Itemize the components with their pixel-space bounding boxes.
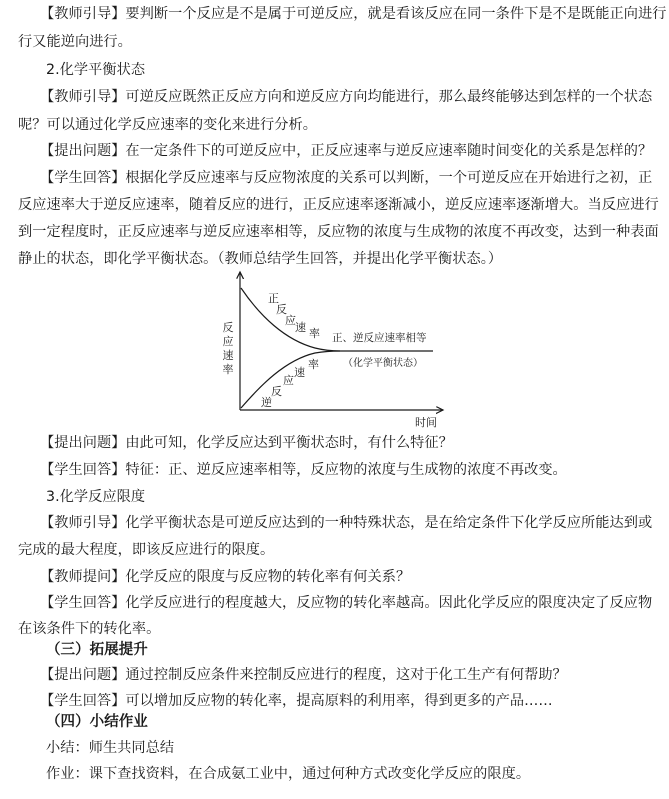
y-axis-label-char: 率 [222, 363, 234, 376]
reaction-rate-graph [215, 268, 450, 430]
reverse-label-char: 反 [271, 385, 282, 398]
paragraph-line: 【学生回答】特征：正、逆反应速率相等，反应物的浓度与生成物的浓度不再改变。 [40, 462, 567, 478]
paragraph-line: 呢？可以通过化学反应速率的变化来进行分析。 [18, 117, 317, 133]
paragraph-line: 到一定程度时，正反应速率与逆反应速率相等，反应物的浓度与生成物的浓度不再改变，达到一种表面 [18, 224, 659, 240]
x-axis-label: 时间 [415, 416, 437, 429]
paragraph-line: 【教师引导】化学平衡状态是可逆反应达到的一种特殊状态，是在给定条件下化学反应所能达到或 [40, 515, 653, 531]
forward-label-char: 率 [309, 327, 320, 340]
paragraph-line: 【学生回答】可以增加反应物的转化率，提高原料的利用率，得到更多的产品…… [40, 693, 553, 709]
section-heading: （四）小结作业 [46, 714, 148, 730]
reverse-label-char: 率 [308, 358, 319, 371]
paragraph-line: 反应速率大于逆反应速率，随着反应的进行，正反应速率逐渐减小，逆反应速率逐渐增大。当反应进行 [18, 197, 659, 213]
paragraph-line: 【提出问题】通过控制反应条件来控制反应进行的程度，这对于化工生产有何帮助？ [40, 667, 567, 683]
paragraph-line: 在该条件下的转化率。 [18, 621, 161, 637]
forward-label-char: 速 [295, 321, 306, 334]
paragraph-line: 静止的状态，即化学平衡状态。（教师总结学生回答，并提出化学平衡状态。） [18, 251, 503, 267]
equal-rate-label: 正、逆反应速率相等 [332, 332, 427, 344]
forward-label-char: 反 [276, 303, 287, 316]
y-axis-label-char: 反 [222, 321, 234, 334]
paragraph-line: 【教师引导】可逆反应既然正反应方向和逆反应方向均能进行，那么最终能够达到怎样的一个状态 [40, 89, 653, 105]
paragraph-line: 【教师引导】要判断一个反应是不是属于可逆反应，就是看该反应在同一条件下是不是既能正向进行 [40, 6, 667, 22]
equilibrium-state-label: （化学平衡状态） [343, 358, 423, 369]
reverse-label-char: 应 [283, 374, 294, 387]
forward-label-char: 应 [285, 314, 296, 327]
paragraph-line: 【提出问题】由此可知，化学反应达到平衡状态时，有什么特征？ [40, 435, 453, 451]
paragraph-line: 【学生回答】根据化学反应速率与反应物浓度的关系可以判断，一个可逆反应在开始进行之初，正 [40, 170, 653, 186]
paragraph-line: 【学生回答】化学反应进行的程度越大，反应物的转化率越高。因此化学反应的限度决定了反应物 [40, 595, 653, 611]
section-heading: 3.化学反应限度 [46, 489, 146, 505]
summary-line: 小结：师生共同总结 [46, 740, 175, 756]
y-axis-label-char: 速 [222, 349, 234, 362]
y-axis-label-char: 应 [222, 335, 234, 348]
section-heading: 2.化学平衡状态 [46, 62, 146, 78]
reverse-label-char: 速 [294, 366, 305, 379]
paragraph-line: 行又能逆向进行。 [18, 34, 132, 50]
reaction-rate-svg [215, 268, 450, 430]
paragraph-line: 【提出问题】在一定条件下的可逆反应中，正反应速率与逆反应速率随时间变化的关系是怎样的？ [40, 143, 653, 159]
forward-label-char: 正 [268, 292, 279, 305]
paragraph-line: 【教师提问】化学反应的限度与反应物的转化率有何关系？ [40, 569, 411, 585]
reverse-label-char: 逆 [261, 396, 272, 409]
section-heading: （三）拓展提升 [46, 642, 148, 658]
paragraph-line: 完成的最大程度，即该反应进行的限度。 [18, 542, 275, 558]
homework-line: 作业：课下查找资料，在合成氨工业中，通过何种方式改变化学反应的限度。 [46, 766, 531, 782]
